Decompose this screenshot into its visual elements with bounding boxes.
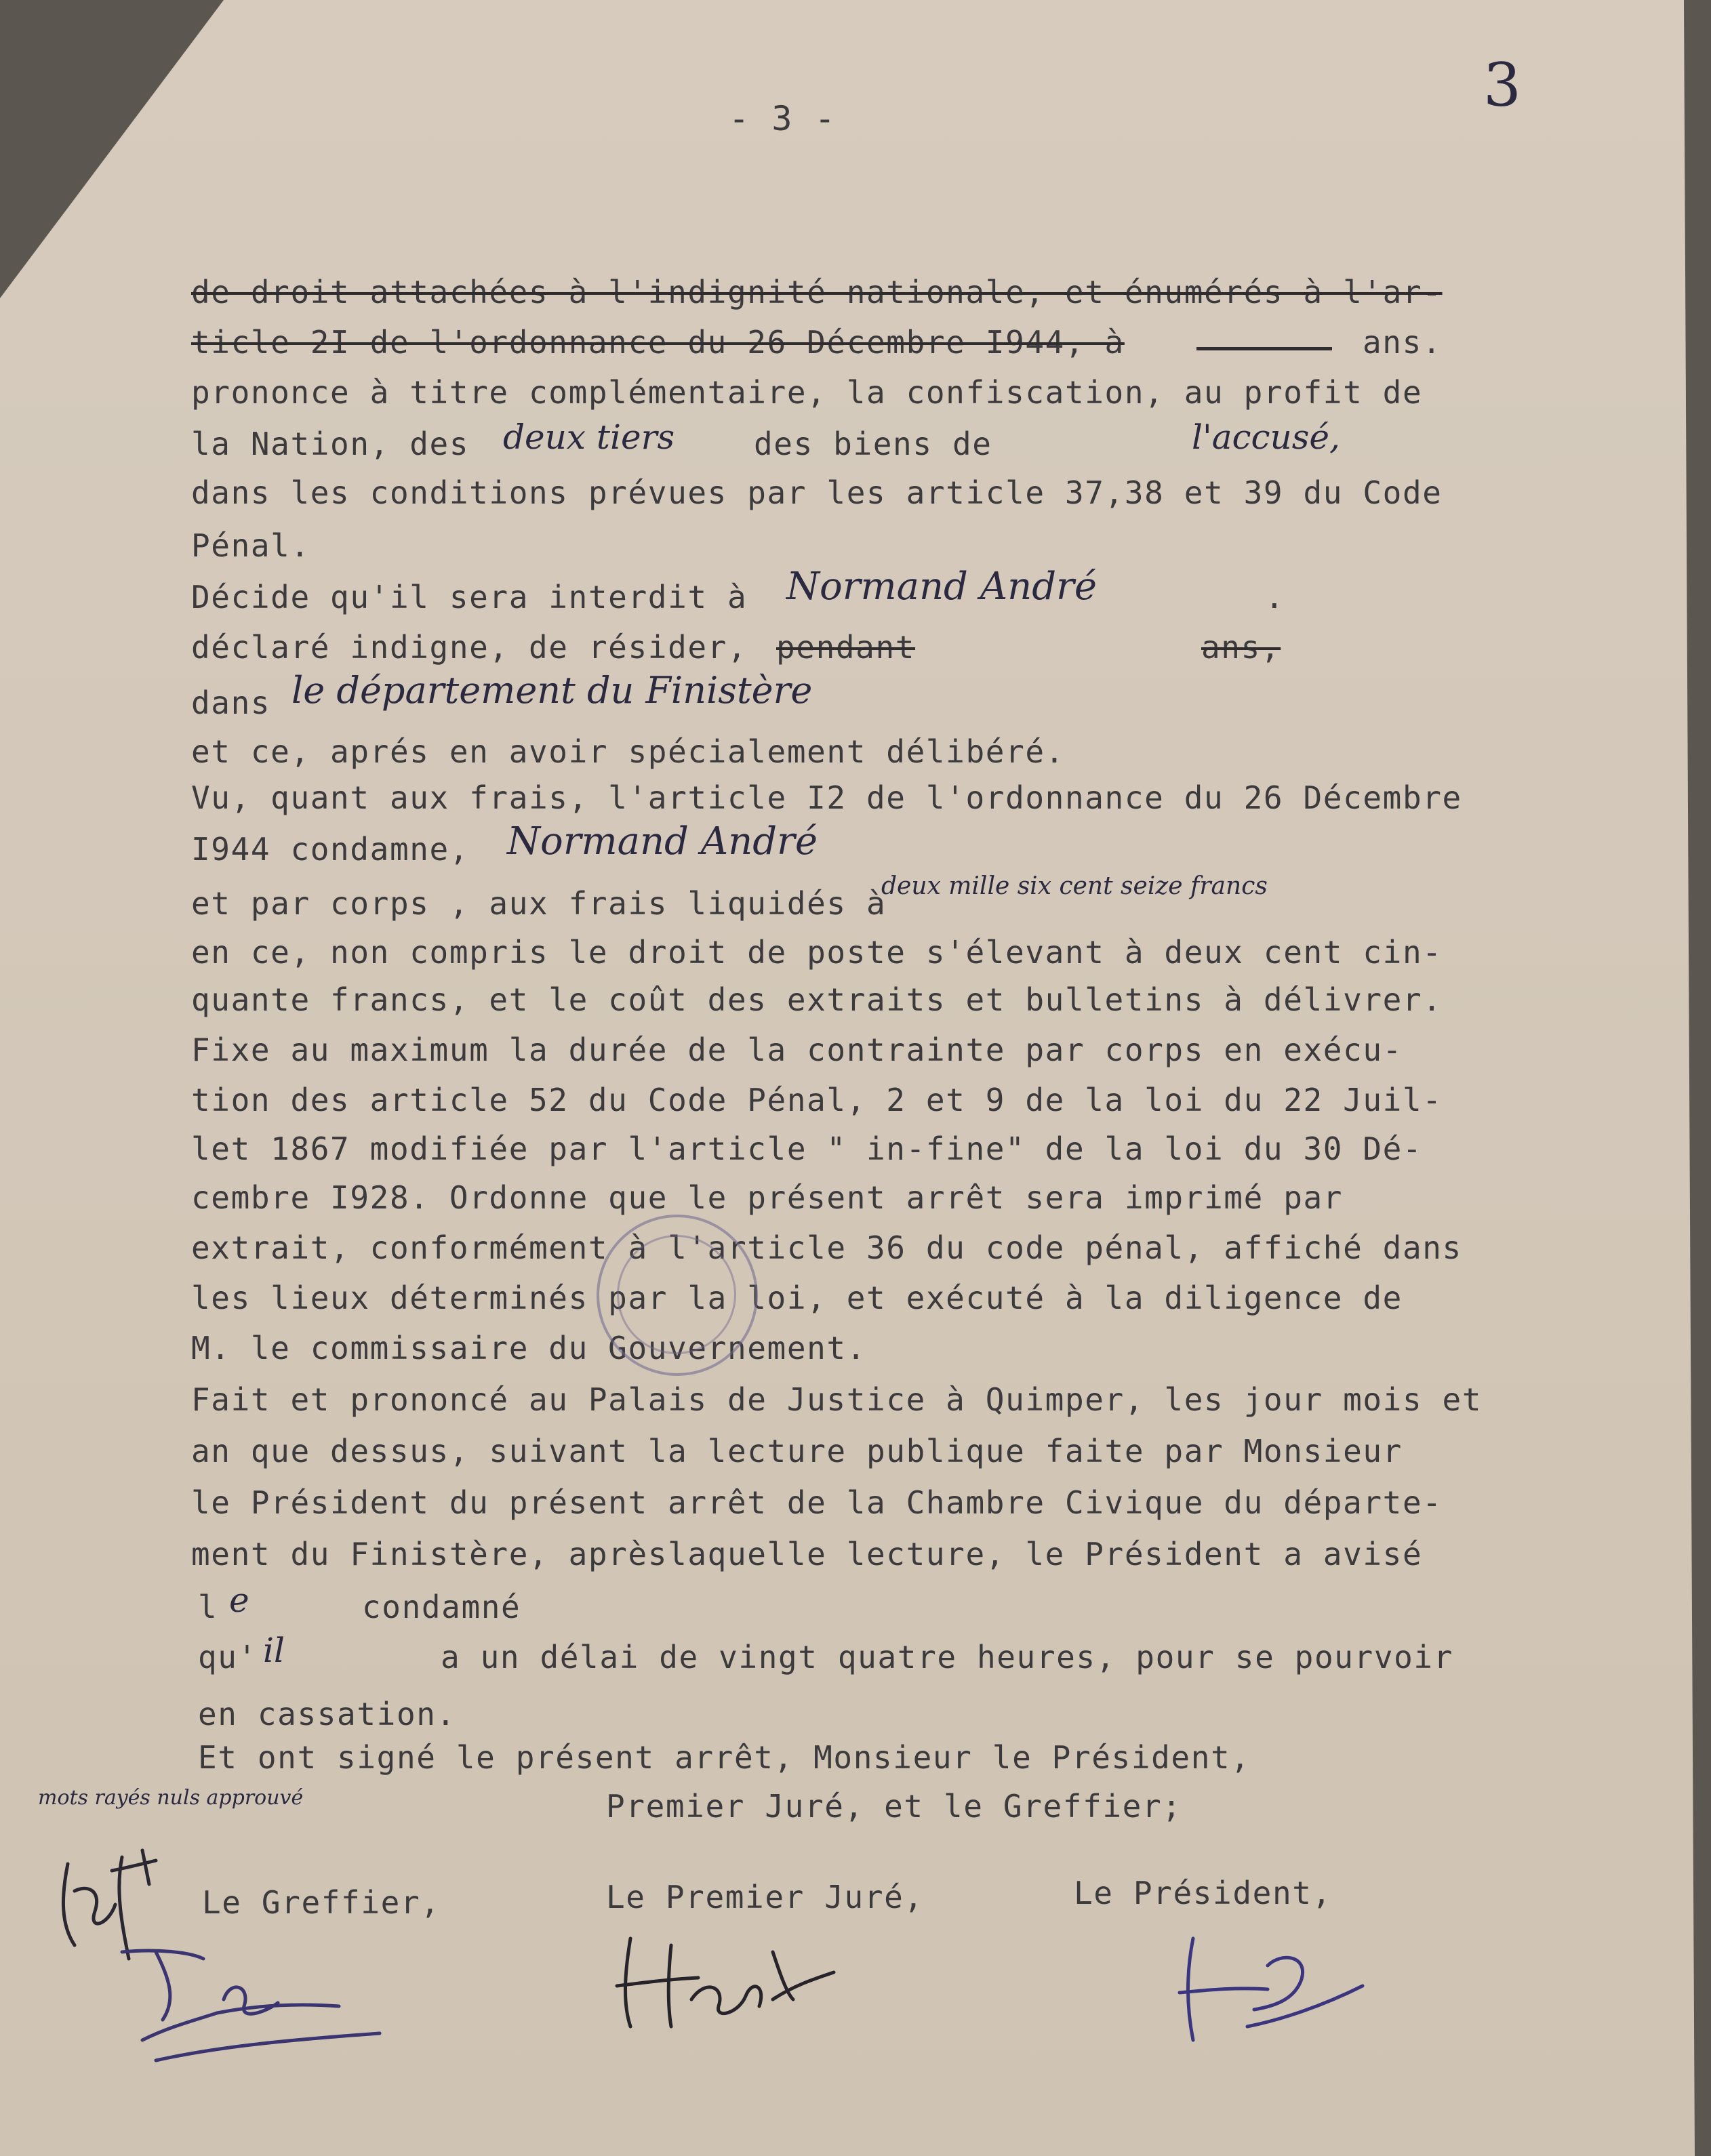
text-line-16: Fixe au maximum la durée de la contrainte par corps en exécu- (191, 1032, 1403, 1068)
handwritten-name-2: Normand André (507, 819, 818, 863)
text-line-18: let 1867 modifiée par l'article " in-fine" de la loi du 30 Dé- (191, 1131, 1423, 1167)
text-line-4a: la Nation, des (191, 426, 470, 462)
president-label: Le Président, (1074, 1875, 1332, 1911)
handwritten-portion: deux tiers (503, 418, 675, 457)
text-line-20: extrait, conformément à l'article 36 du code pénal, affiché dans (191, 1229, 1462, 1266)
handwritten-name-1: Normand André (786, 565, 1097, 609)
struck-ans: ans, (1201, 629, 1281, 666)
line-2-end: ans. (1363, 324, 1443, 361)
text-line-11: Vu, quant aux frais, l'article I2 de l'ordonnance du 26 Décembre (191, 779, 1462, 816)
text-line-21: les lieux déterminés par la loi, et exécuté à la diligence de (191, 1280, 1403, 1316)
text-line-9: dans (191, 685, 271, 721)
text-line-27b: condamné (362, 1589, 521, 1625)
handwritten-amount: deux mille six cent seize francs (881, 872, 1268, 900)
blank-strike (1196, 347, 1332, 350)
text-line-27a: l (198, 1589, 218, 1625)
text-line-8a: déclaré indigne, de résider, (191, 629, 748, 666)
text-line-10: et ce, aprés en avoir spécialement délibéré. (191, 733, 1065, 770)
text-line-17: tion des article 52 du Code Pénal, 2 et 9 de la loi du 22 Juil- (191, 1082, 1443, 1118)
text-line-7: Décide qu'il sera interdit à (191, 579, 748, 615)
margin-note: mots rayés nuls approuvé (38, 1786, 304, 1810)
text-line-12: I944 condamne, (191, 831, 470, 868)
text-line-31: Premier Juré, et le Greffier; (606, 1788, 1182, 1825)
text-line-7-end: . (1265, 579, 1285, 615)
text-line-29: en cassation. (198, 1696, 456, 1732)
text-line-28a: qu' (198, 1639, 258, 1675)
juror-signature (603, 1925, 847, 2040)
folio-number: 3 (1483, 50, 1521, 120)
text-line-28b: a un délai de vingt quatre heures, pour se pourvoir (441, 1639, 1454, 1675)
text-line-4b: des biens de (754, 426, 992, 462)
text-line-15: quante francs, et le coût des extraits et bulletins à délivrer. (191, 981, 1443, 1018)
handwritten-department: le département du Finistère (291, 669, 813, 712)
text-line-22: M. le commissaire du Gouvernement. (191, 1330, 867, 1366)
text-line-25: le Président du présent arrêt de la Chambre Civique du départe- (191, 1484, 1443, 1521)
text-line-14: en ce, non compris le droit de poste s'élevant à deux cent cin- (191, 934, 1443, 971)
page-number: - 3 - (729, 99, 837, 138)
struck-line-2: ticle 2I de l'ordonnance du 26 Décembre I944, à (191, 324, 1125, 361)
text-line-30: Et ont signé le présent arrêt, Monsieur le Président, (198, 1739, 1251, 1776)
text-line-13: et par corps , aux frais liquidés à (191, 885, 887, 922)
text-line-19: cembre I928. Ordonne que le présent arrêt sera imprimé par (191, 1179, 1344, 1216)
handwritten-accused: l'accusé, (1192, 418, 1340, 457)
archive-stamp (597, 1215, 758, 1376)
text-line-3: prononce à titre complémentaire, la confiscation, au profit de (191, 374, 1423, 411)
text-line-24: an que dessus, suivant la lecture publique faite par Monsieur (191, 1433, 1403, 1469)
text-line-23: Fait et prononcé au Palais de Justice à Quimper, les jour mois et (191, 1381, 1483, 1418)
president-signature (1166, 1925, 1383, 2060)
juror-label: Le Premier Juré, (606, 1879, 924, 1915)
greffier-signature (115, 1938, 400, 2074)
text-line-26: ment du Finistère, aprèslaquelle lecture, le Président a avisé (191, 1536, 1423, 1572)
text-line-6: Pénal. (191, 527, 310, 564)
text-line-5: dans les conditions prévues par les article 37,38 et 39 du Code (191, 474, 1443, 511)
struck-line-1: de droit attachées à l'indignité nationale, et énumérés à l'ar- (191, 274, 1443, 310)
struck-pendant: pendant (776, 629, 916, 666)
handwritten-gender-le: e (229, 1581, 249, 1620)
handwritten-gender-il: il (263, 1631, 285, 1670)
greffier-label: Le Greffier, (202, 1884, 441, 1921)
